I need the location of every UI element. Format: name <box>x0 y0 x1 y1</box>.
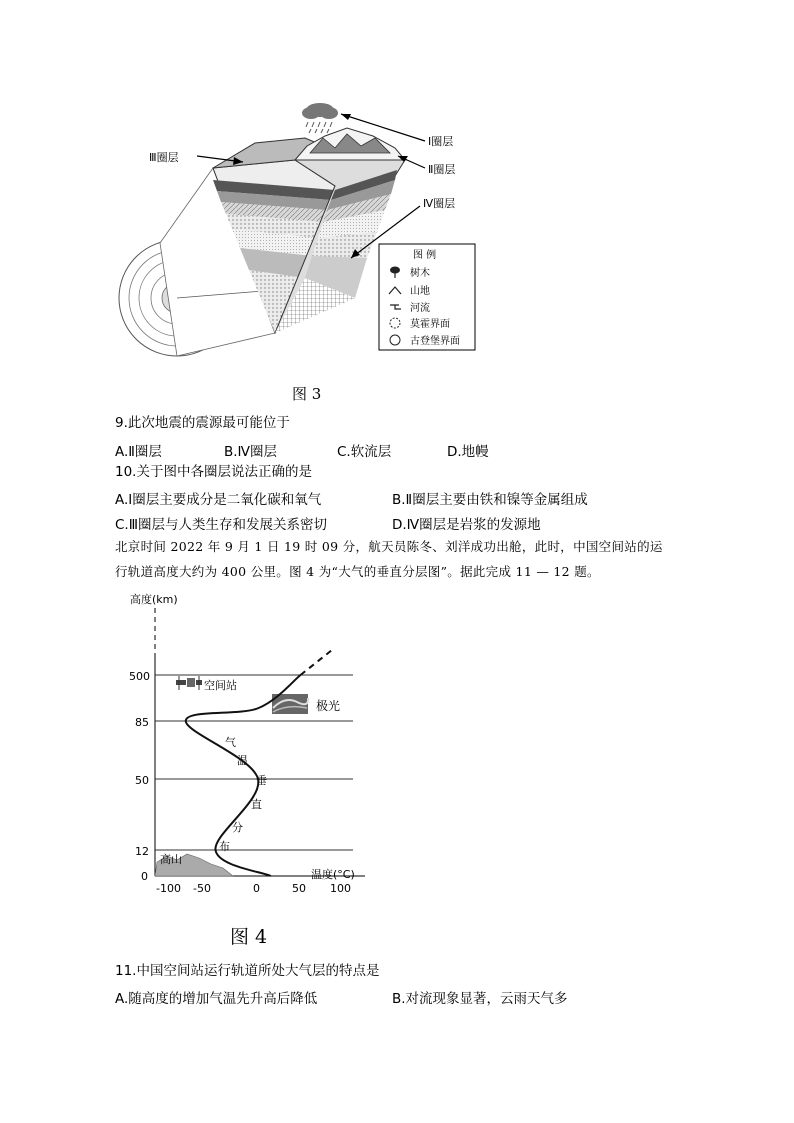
q10-option-c[interactable]: C.Ⅲ圈层与人类生存和发展关系密切 <box>115 517 328 533</box>
legend-box <box>379 244 475 350</box>
station-label: 空间站 <box>204 679 237 692</box>
legend-item-gutenberg: 古登堡界面 <box>410 336 460 347</box>
legend-item-river: 河流 <box>410 303 430 314</box>
y-tick-85: 85 <box>135 716 149 729</box>
curve-label-6: 布 <box>219 840 230 853</box>
curve-label-2: 温 <box>237 754 248 767</box>
space-station-icon <box>176 676 202 690</box>
figure-4-caption: 图 4 <box>230 926 268 948</box>
curve-label-1: 气 <box>225 736 236 749</box>
x-tick-50: 50 <box>292 882 306 895</box>
layer3-label: Ⅲ圈层 <box>149 151 179 164</box>
q11-option-a[interactable]: A.随高度的增加气温先升高后降低 <box>115 991 318 1007</box>
intro-line-1: 北京时间 2022 年 9 月 1 日 19 时 09 分，航天员陈冬、刘洋成功出舱，此时，中国空间站的运 <box>115 539 663 554</box>
q9-option-b[interactable]: B.Ⅳ圈层 <box>224 444 278 460</box>
q9-option-c[interactable]: C.软流层 <box>337 444 392 460</box>
curve-label-4: 直 <box>251 798 262 811</box>
atmosphere-chart <box>115 588 415 898</box>
q9-option-a[interactable]: A.Ⅱ圈层 <box>115 444 162 460</box>
earth-layers-diagram <box>115 98 510 403</box>
q10-option-d[interactable]: D.Ⅳ圈层是岩浆的发源地 <box>392 517 541 533</box>
cloud-icon <box>302 103 338 133</box>
figure-3 <box>115 98 510 403</box>
legend-item-mountain: 山地 <box>410 286 430 297</box>
y-axis-label: 高度(km) <box>130 593 178 606</box>
figure-3-caption: 图 3 <box>292 385 322 403</box>
intro-line-2: 行轨道高度大约为 400 公里。图 4 为“大气的垂直分层图”。据此完成 11 — 12 题。 <box>115 564 600 579</box>
layer4-label: Ⅳ圈层 <box>423 197 456 210</box>
aurora-label: 极光 <box>316 699 341 713</box>
curve-label-3: 垂 <box>256 774 267 787</box>
x-tick-neg50: -50 <box>193 882 211 895</box>
q10-option-b[interactable]: B.Ⅱ圈层主要由铁和镍等金属组成 <box>392 492 588 508</box>
legend-item-tree: 树木 <box>410 268 430 279</box>
y-tick-12: 12 <box>135 845 149 858</box>
curve-label-5: 分 <box>232 821 243 834</box>
q9-stem: 9.此次地震的震源最可能位于 <box>115 415 290 431</box>
x-axis-label: 温度(°C) <box>311 868 355 881</box>
mountain-label: 高山 <box>160 853 182 866</box>
q10-stem: 10.关于图中各圈层说法正确的是 <box>115 464 312 480</box>
figure-4 <box>115 588 415 898</box>
legend-title: 图 例 <box>413 250 437 261</box>
layer1-label: Ⅰ圈层 <box>428 135 454 148</box>
q10-option-a[interactable]: A.Ⅰ圈层主要成分是二氧化碳和氧气 <box>115 492 322 508</box>
layer2-label: Ⅱ圈层 <box>428 163 456 176</box>
x-tick-100: 100 <box>330 882 351 895</box>
legend-item-moho: 莫霍界面 <box>410 319 450 330</box>
x-tick-0: 0 <box>253 882 260 895</box>
x-tick-neg100: -100 <box>156 882 181 895</box>
q11-stem: 11.中国空间站运行轨道所处大气层的特点是 <box>115 963 380 979</box>
y-tick-500: 500 <box>129 670 150 683</box>
y-tick-50: 50 <box>135 774 149 787</box>
temperature-curve-extension <box>301 648 335 675</box>
y-tick-0: 0 <box>141 870 148 883</box>
q11-option-b[interactable]: B.对流现象显著，云雨天气多 <box>392 991 568 1007</box>
q9-option-d[interactable]: D.地幔 <box>447 444 489 460</box>
